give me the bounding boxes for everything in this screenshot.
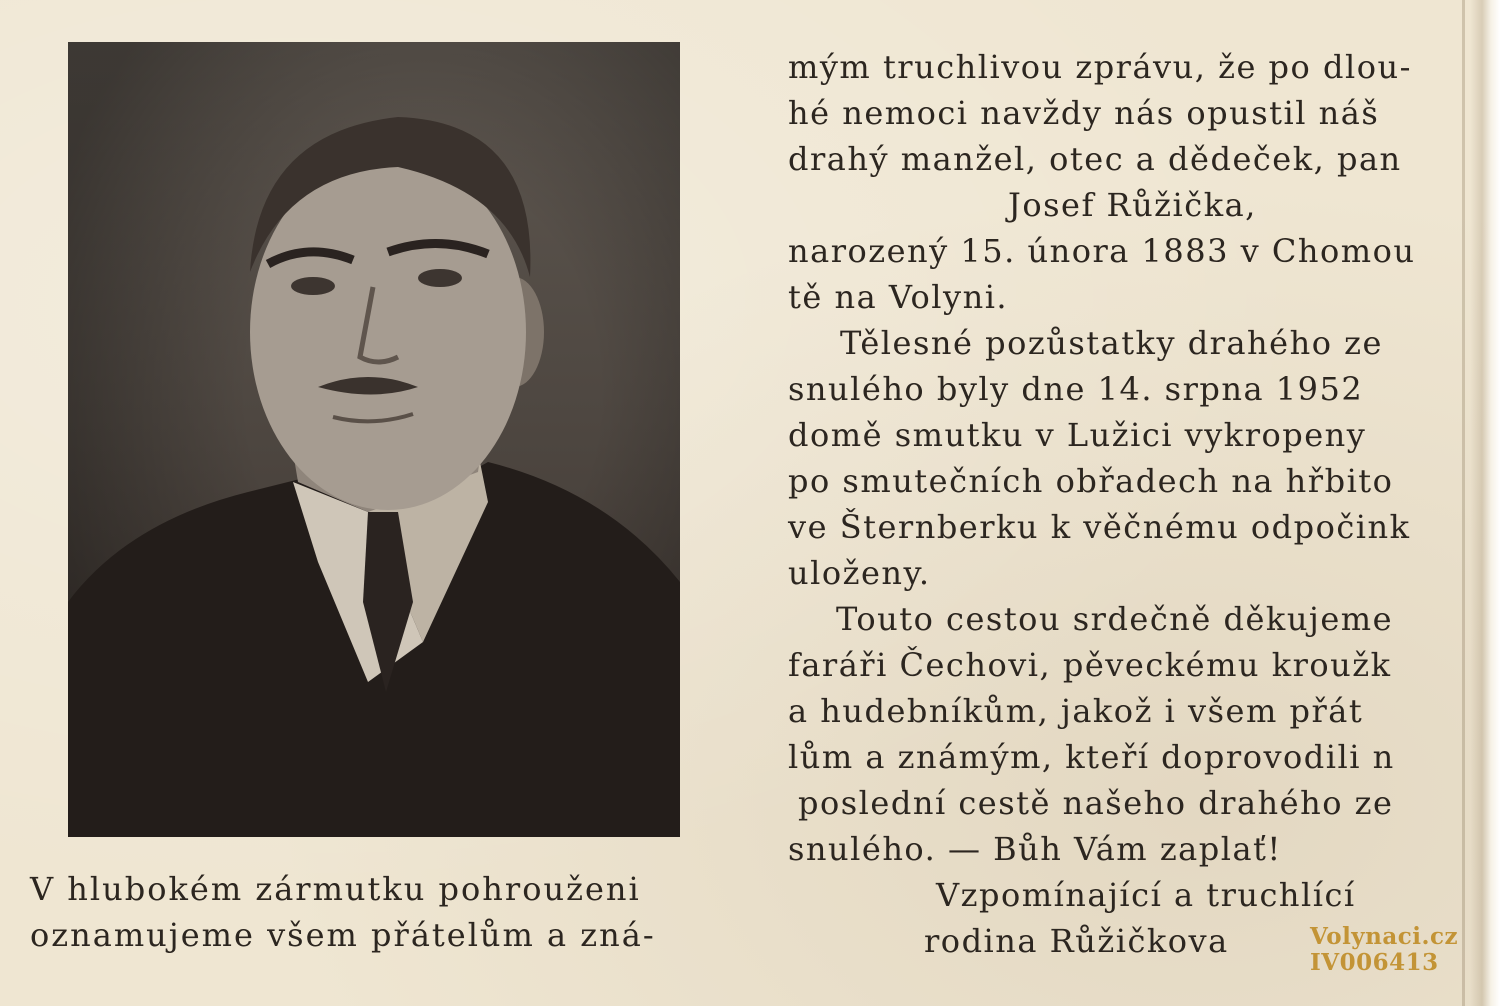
signature-line: Vzpomínající a truchlící xyxy=(936,876,1356,914)
caption-line: V hlubokém zármutku pohrouženi xyxy=(30,870,641,908)
portrait-photo-icon xyxy=(68,42,680,837)
text-line: Touto cestou srdečně děkujeme xyxy=(836,600,1394,638)
text-line: po smutečních obřadech na hřbito xyxy=(788,462,1394,500)
text-line: tě na Volyni. xyxy=(788,278,1009,316)
text-line: drahý manžel, otec a dědeček, pan xyxy=(788,140,1402,178)
text-line: uloženy. xyxy=(788,554,931,592)
text-line: hé nemoci navždy nás opustil náš xyxy=(788,94,1380,132)
text-line: lům a známým, kteří doprovodili n xyxy=(788,738,1395,776)
text-line: faráři Čechovi, pěveckému kroužk xyxy=(788,646,1392,684)
text-line: Tělesné pozůstatky drahého ze xyxy=(840,324,1383,362)
text-line: ve Šternberku k věčnému odpočink xyxy=(788,508,1411,546)
text-line: narozený 15. února 1883 v Chomou xyxy=(788,232,1416,270)
signature-family: rodina Růžičkova xyxy=(924,922,1229,960)
obituary-text xyxy=(788,44,1478,964)
text-line: snulého byly dne 14. srpna 1952 xyxy=(788,370,1364,408)
watermark-site: Volynaci.cz xyxy=(1310,923,1459,950)
text-line: snulého. — Bůh Vám zaplať! xyxy=(788,830,1282,868)
text-line: domě smutku v Lužici vykropeny xyxy=(788,416,1367,454)
portrait-photo xyxy=(68,42,680,837)
watermark-id: IV006413 xyxy=(1310,949,1439,976)
text-line: mým truchlivou zprávu, že po dlou- xyxy=(788,48,1412,86)
photo-caption xyxy=(30,866,730,958)
deceased-name: Josef Růžička, xyxy=(1008,186,1257,224)
text-line: a hudebníkům, jakož i všem přát xyxy=(788,692,1364,730)
caption-line: oznamujeme všem přátelům a zná- xyxy=(30,916,656,954)
text-line: poslední cestě našeho drahého ze xyxy=(798,784,1394,822)
watermark xyxy=(1310,924,1458,976)
